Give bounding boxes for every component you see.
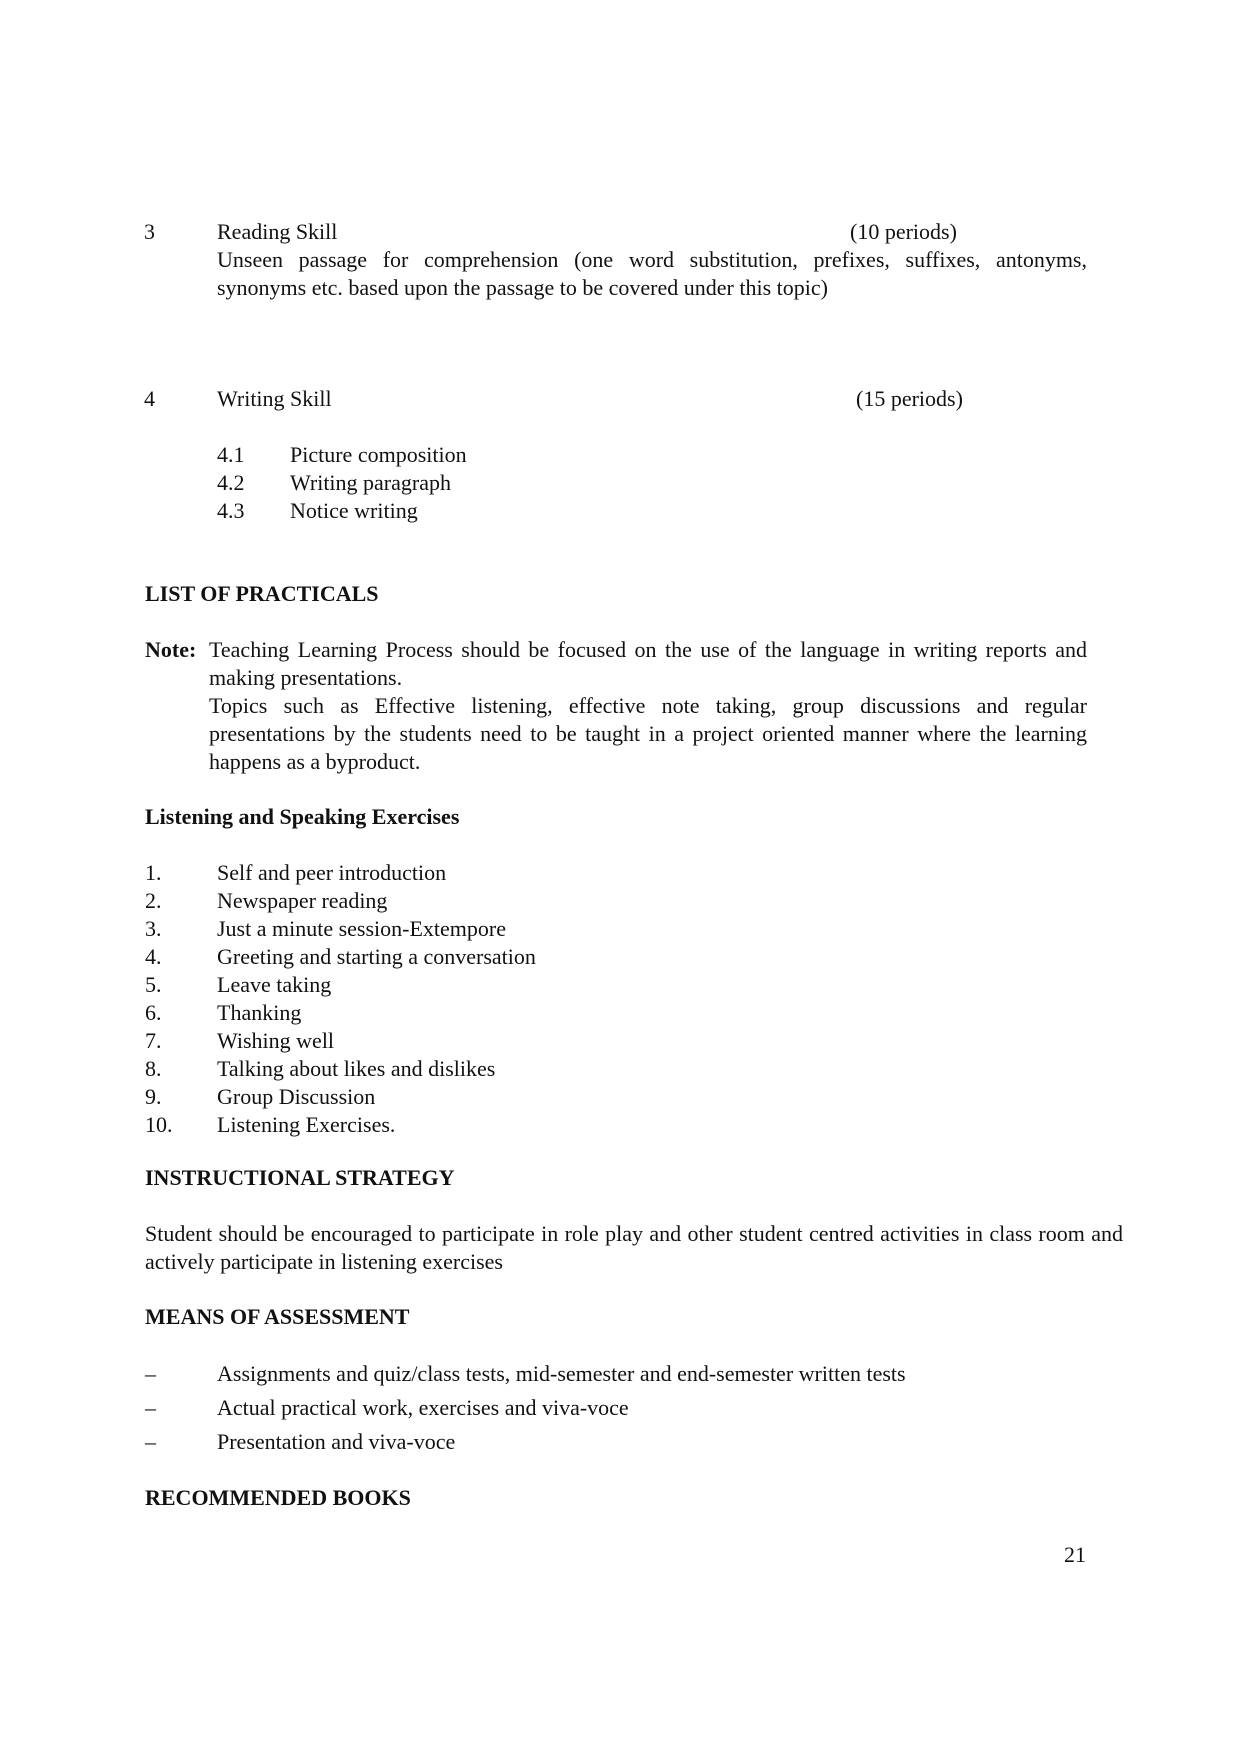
- list-item: [145, 915, 845, 943]
- section-4-number: 4: [144, 386, 155, 411]
- list-item-text: Talking about likes and dislikes: [217, 1056, 496, 1081]
- writing-skill-list: [217, 441, 817, 525]
- list-item: [145, 943, 845, 971]
- list-item-number: 6.: [145, 1000, 162, 1025]
- section-4-title: Writing Skill: [217, 386, 332, 411]
- list-item-number: 5.: [145, 972, 162, 997]
- list-item: [217, 497, 817, 525]
- list-item-text: Just a minute session-Extempore: [217, 916, 507, 941]
- listening-exercises-list: [145, 859, 845, 1139]
- list-item-dash: –: [145, 1395, 156, 1420]
- list-item: [145, 1055, 845, 1083]
- list-item-dash: –: [145, 1429, 156, 1454]
- list-item-number: 1.: [145, 860, 162, 885]
- list-item-text: Presentation and viva-voce: [217, 1429, 456, 1454]
- strategy-text: Student should be encouraged to participate in role play and other student centred activities in class room and actively participate in listening exercises: [145, 1221, 1123, 1274]
- list-item-text: Group Discussion: [217, 1084, 376, 1109]
- list-item: [145, 1083, 845, 1111]
- list-item-number: 4.2: [217, 470, 245, 495]
- section-4-periods: (15 periods): [856, 386, 963, 411]
- note-label: Note:: [145, 637, 197, 662]
- list-item-text: Wishing well: [217, 1028, 335, 1053]
- list-item-number: 2.: [145, 888, 162, 913]
- list-item: [145, 1360, 1045, 1394]
- list-item-text: Thanking: [217, 1000, 302, 1025]
- list-item-number: 4.: [145, 944, 162, 969]
- list-item-text: Newspaper reading: [217, 888, 388, 913]
- section-3-description: Unseen passage for comprehension (one word substitution, prefixes, suffixes, antonyms, synonyms etc. based upon the passage to be covered under this topic): [217, 247, 1087, 300]
- list-item-text: Greeting and starting a conversation: [217, 944, 536, 969]
- assessment-list: [145, 1360, 1045, 1462]
- list-item: [145, 887, 845, 915]
- list-item: [145, 971, 845, 999]
- list-item: [145, 1428, 1045, 1462]
- list-item-text: Actual practical work, exercises and viva-voce: [217, 1395, 629, 1420]
- note-paragraph-1: Teaching Learning Process should be focused on the use of the language in writing reports and making presentations.: [209, 637, 1087, 690]
- listening-heading: Listening and Speaking Exercises: [145, 804, 460, 829]
- list-item-number: 9.: [145, 1084, 162, 1109]
- list-item-text: Picture composition: [290, 442, 467, 467]
- list-item-number: 8.: [145, 1056, 162, 1081]
- list-item: [145, 1027, 845, 1055]
- page-number: 21: [1064, 1542, 1086, 1567]
- section-3-title: Reading Skill: [217, 219, 338, 244]
- strategy-heading: INSTRUCTIONAL STRATEGY: [145, 1165, 455, 1190]
- list-item-dash: –: [145, 1361, 156, 1386]
- books-heading: RECOMMENDED BOOKS: [145, 1485, 411, 1510]
- list-item-text: Self and peer introduction: [217, 860, 447, 885]
- list-item: [145, 859, 845, 887]
- note-paragraph-2: Topics such as Effective listening, effective note taking, group discussions and regular presentations by the students need to be taught in a project oriented manner where the learning happens as a byproduct.: [209, 693, 1087, 774]
- assessment-heading: MEANS OF ASSESSMENT: [145, 1304, 410, 1329]
- list-item-number: 3.: [145, 916, 162, 941]
- list-item-number: 4.1: [217, 442, 245, 467]
- practicals-heading: LIST OF PRACTICALS: [145, 581, 379, 606]
- list-item: [145, 999, 845, 1027]
- list-item: [145, 1111, 845, 1139]
- list-item-number: 4.3: [217, 498, 245, 523]
- list-item-number: 10.: [145, 1112, 173, 1137]
- list-item-number: 7.: [145, 1028, 162, 1053]
- list-item-text: Writing paragraph: [290, 470, 451, 495]
- list-item-text: Listening Exercises.: [217, 1112, 396, 1137]
- list-item-text: Leave taking: [217, 972, 332, 997]
- list-item: [217, 469, 817, 497]
- list-item: [217, 441, 817, 469]
- list-item-text: Notice writing: [290, 498, 418, 523]
- list-item: [145, 1394, 1045, 1428]
- section-3-number: 3: [144, 219, 155, 244]
- section-3-periods: (10 periods): [850, 219, 957, 244]
- list-item-text: Assignments and quiz/class tests, mid-semester and end-semester written tests: [217, 1361, 906, 1386]
